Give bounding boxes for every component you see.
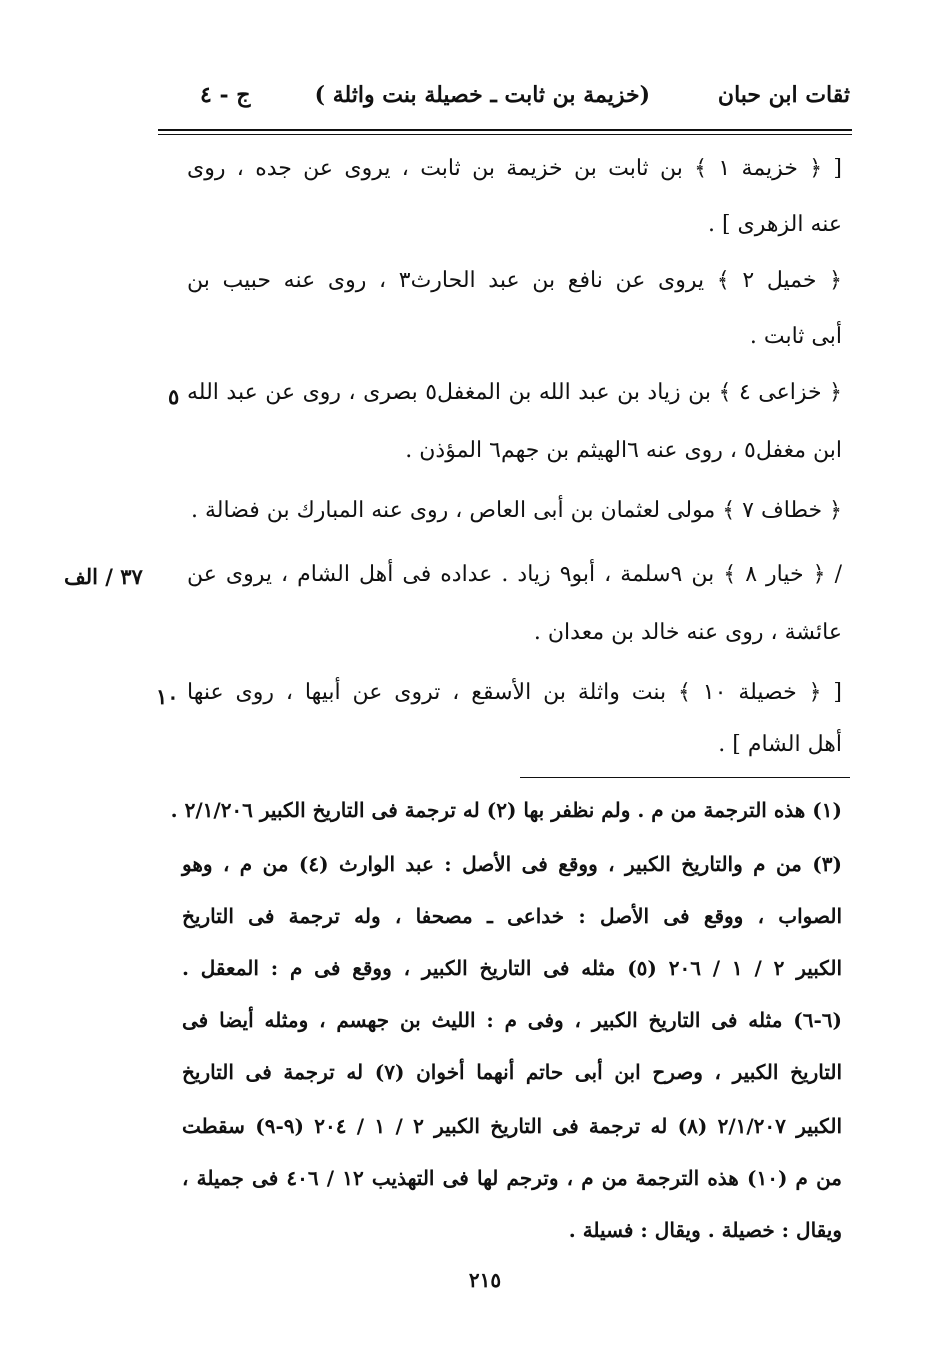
book-title: ثقات ابن حبان (717, 82, 850, 108)
volume-number: ج - ٤ (200, 82, 251, 108)
entry-line: عنه الزهرى ] . (707, 212, 842, 237)
footnote-line: (١) هذه الترجمة من م . ولم نظفر بها (٢) له ترجمة فى التاريخ الكبير ٢/١/٢٠٦ . (170, 798, 842, 822)
footnote-line: (٦-٦) مثله فى التاريخ الكبير ، وفى م : الليث بن جهسم ، ومثله أيضا فى (182, 1008, 842, 1032)
entry-line: عائشة ، روى عنه خالد بن معدان . (533, 620, 842, 645)
footnote-line: ويقال : خصيلة . ويقال : فسيلة . (568, 1218, 842, 1242)
entry-line: / ﴿ خيار ٨ ﴾ بن ٩سلمة ، أبو٩ زياد . عداده فى أهل الشام ، يروى عن (187, 562, 842, 587)
footnote-line: الصواب ، ووقع فى الأصل : خداعى ـ مصحفا ، وله ترجمة فى التاريخ (182, 904, 842, 928)
page-number: ٢١٥ (468, 1268, 502, 1292)
footnote-line: التاريخ الكبير ، وصرح ابن أبى حاتم أنهما أخوان (٧) له ترجمة فى التاريخ (182, 1060, 843, 1084)
entry-line: أبى ثابت . (749, 324, 842, 349)
entry-line: [ ﴿ خزيمة ١ ﴾ بن ثابت بن خزيمة بن ثابت ، يروى عن جده ، روى (187, 156, 843, 181)
footnote-line: من م (١٠) هذه الترجمة من م ، وترجم لها فى التهذيب ١٢ / ٤٠٦ فى جميلة ، (182, 1166, 843, 1190)
entry-line: ابن مغفل٥ ، روى عنه ٦الهيثم بن جهم٦ المؤذن . (405, 438, 842, 463)
entry-line: أهل الشام ] . (718, 732, 842, 757)
folio-marker: ٣٧ / الف (64, 564, 143, 589)
entry-line: ﴿ خطاف ٧ ﴾ مولى لعثمان بن أبى العاص ، روى عنه المبارك بن فضالة . (191, 498, 842, 523)
header-rule-thin (158, 134, 852, 135)
header-rule (158, 129, 852, 131)
entry-range: (خزيمة بن ثابت ـ خصيلة بنت واثلة ) (314, 82, 650, 108)
entry-line: [ ﴿ خصيلة ١٠ ﴾ بنت واثلة بن الأسقع ، تروى عن أبيها ، روى عنها (187, 680, 842, 705)
running-header (160, 82, 850, 122)
line-number-10: ١٠ (156, 684, 179, 709)
entry-line: ﴿ خزاعى ٤ ﴾ بن زياد بن عبد الله بن المغفل٥ بصرى ، روى عن عبد الله (187, 380, 842, 405)
footnote-line: الكبير ٢/١/٢٠٧ (٨) له ترجمة فى التاريخ الكبير ٢ / ١ / ٢٠٤ (٩-٩) سقطت (182, 1114, 843, 1138)
footnote-separator (520, 777, 850, 778)
footnote-line: الكبير ٢ / ١ / ٢٠٦ (٥) مثله فى التاريخ الكبير ، ووقع فى م : المعقل . (182, 956, 843, 980)
entry-line: ﴿ خميل ٢ ﴾ يروى عن نافع بن عبد الحارث٣ ، روى عنه حبيب بن (187, 268, 842, 293)
line-number-5: ٥ (168, 384, 180, 409)
footnote-line: (٣) من م والتاريخ الكبير ، ووقع فى الأصل : عبد الوارث (٤) من م ، وهو (182, 852, 842, 876)
